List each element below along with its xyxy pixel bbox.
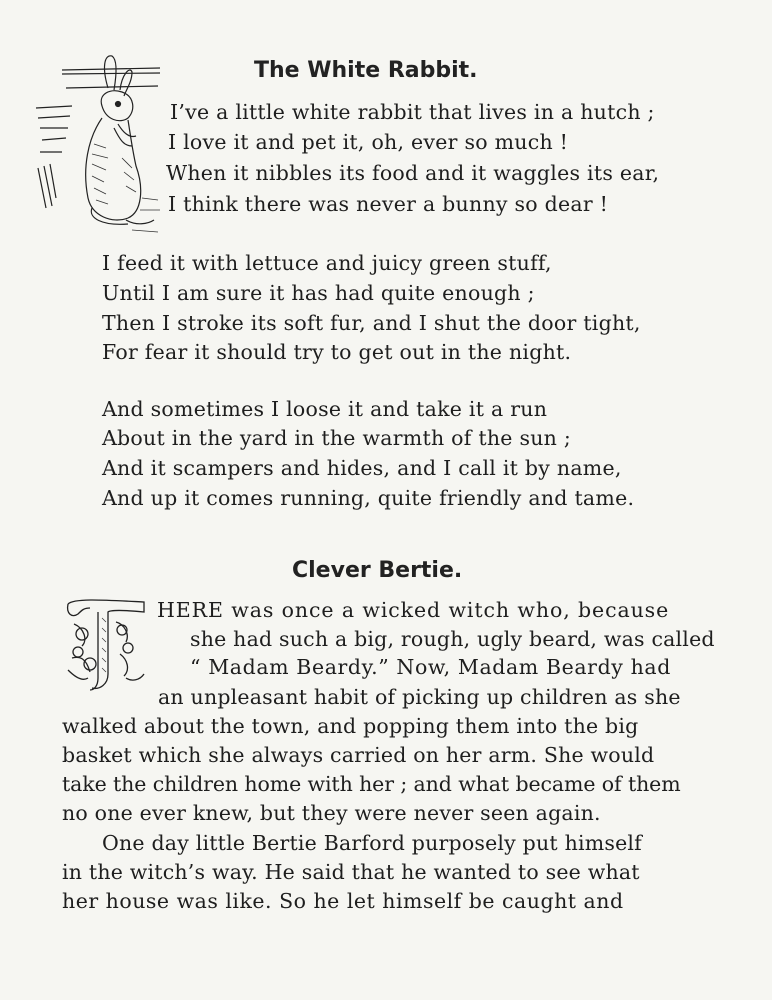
poem-line: Until I am sure it has had quite enough ; (102, 281, 535, 305)
poem-line: I love it and pet it, oh, ever so much ! (168, 130, 569, 154)
poem-line: About in the yard in the warmth of the sun ; (102, 426, 572, 450)
poem-line: Then I stroke its soft fur, and I shut the door tight, (102, 311, 641, 335)
story-line: walked about the town, and popping them into the big (62, 714, 639, 738)
poem-line: I think there was never a bunny so dear ! (168, 192, 609, 216)
poem-title: The White Rabbit. (254, 58, 478, 83)
story-line: HERE was once a wicked witch who, because (157, 598, 670, 622)
story-line: One day little Bertie Barford purposely put himself (102, 831, 642, 855)
story-line: take the children home with her ; and what became of them (62, 772, 681, 796)
poem-line: And up it comes running, quite friendly and tame. (102, 486, 635, 510)
story-line: she had such a big, rough, ugly beard, was called (190, 627, 715, 651)
story-line: basket which she always carried on her arm. She would (62, 743, 655, 767)
poem-line: I feed it with lettuce and juicy green stuff, (102, 251, 552, 275)
poem-line: When it nibbles its food and it waggles its ear, (166, 161, 660, 185)
story-line: in the witch’s way. He said that he wanted to see what (62, 860, 640, 884)
poem-line: And it scampers and hides, and I call it by name, (102, 456, 622, 480)
rabbit-illustration (32, 48, 164, 238)
poem-line: And sometimes I loose it and take it a run (102, 397, 548, 421)
story-line: her house was like. So he let himself be caught and (62, 889, 624, 913)
ornamental-T-drop-cap (64, 594, 150, 694)
story-line: “ Madam Beardy.” Now, Madam Beardy had (190, 655, 671, 679)
poem-line: I’ve a little white rabbit that lives in a hutch ; (170, 100, 655, 124)
poem-line: For fear it should try to get out in the night. (102, 340, 572, 364)
story-line: no one ever knew, but they were never seen again. (62, 801, 601, 825)
story-title: Clever Bertie. (292, 558, 463, 583)
story-line: an unpleasant habit of picking up children as she (158, 685, 681, 709)
